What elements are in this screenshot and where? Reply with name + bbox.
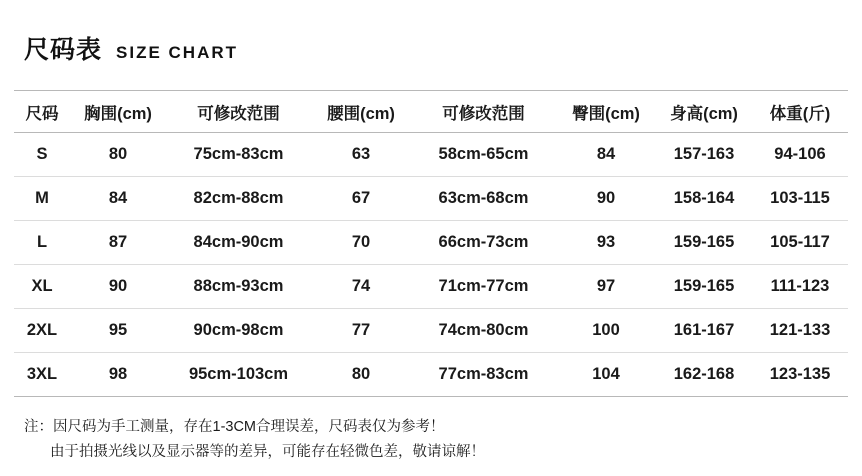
cell-weight: 105-117 <box>752 221 848 265</box>
cell-bust: 98 <box>70 353 166 397</box>
table-header <box>14 91 848 133</box>
table-header-row <box>14 91 848 133</box>
cell-bust: 84 <box>70 177 166 221</box>
column-header-waist: 腰围(cm) <box>311 91 411 133</box>
cell-size: 3XL <box>14 353 70 397</box>
cell-bust-range: 75cm-83cm <box>166 133 311 177</box>
cell-bust-range: 88cm-93cm <box>166 265 311 309</box>
page-title-cn: 尺码表 <box>24 36 103 64</box>
cell-waist-range: 58cm-65cm <box>411 133 556 177</box>
cell-height: 162-168 <box>656 353 752 397</box>
cell-hip: 93 <box>556 221 656 265</box>
cell-weight: 111-123 <box>752 265 848 309</box>
notes <box>14 415 848 466</box>
cell-bust-range: 95cm-103cm <box>166 353 311 397</box>
cell-waist: 77 <box>311 309 411 353</box>
cell-hip: 84 <box>556 133 656 177</box>
cell-hip: 104 <box>556 353 656 397</box>
cell-size: 2XL <box>14 309 70 353</box>
cell-weight: 103-115 <box>752 177 848 221</box>
table-row <box>14 309 848 353</box>
cell-height: 157-163 <box>656 133 752 177</box>
cell-waist-range: 66cm-73cm <box>411 221 556 265</box>
cell-hip: 97 <box>556 265 656 309</box>
cell-waist-range: 74cm-80cm <box>411 309 556 353</box>
column-header-waist-range: 可修改范围 <box>411 91 556 133</box>
cell-bust: 80 <box>70 133 166 177</box>
page-title-en: SIZE CHART <box>116 43 239 62</box>
size-chart-table <box>14 90 848 397</box>
table-row <box>14 221 848 265</box>
cell-waist: 63 <box>311 133 411 177</box>
cell-size: S <box>14 133 70 177</box>
cell-waist-range: 63cm-68cm <box>411 177 556 221</box>
table-row <box>14 177 848 221</box>
cell-waist-range: 77cm-83cm <box>411 353 556 397</box>
cell-height: 161-167 <box>656 309 752 353</box>
cell-size: L <box>14 221 70 265</box>
cell-bust: 95 <box>70 309 166 353</box>
cell-waist: 67 <box>311 177 411 221</box>
cell-bust-range: 84cm-90cm <box>166 221 311 265</box>
table-row <box>14 353 848 397</box>
cell-weight: 121-133 <box>752 309 848 353</box>
cell-hip: 90 <box>556 177 656 221</box>
cell-waist: 80 <box>311 353 411 397</box>
table-row <box>14 265 848 309</box>
cell-weight: 94-106 <box>752 133 848 177</box>
column-header-bust-range: 可修改范围 <box>166 91 311 133</box>
column-header-bust: 胸围(cm) <box>70 91 166 133</box>
cell-size: XL <box>14 265 70 309</box>
cell-height: 158-164 <box>656 177 752 221</box>
page-title <box>14 0 848 66</box>
cell-size: M <box>14 177 70 221</box>
cell-weight: 123-135 <box>752 353 848 397</box>
column-header-hip: 臀围(cm) <box>556 91 656 133</box>
cell-height: 159-165 <box>656 265 752 309</box>
column-header-height: 身高(cm) <box>656 91 752 133</box>
cell-waist: 74 <box>311 265 411 309</box>
table-body <box>14 133 848 397</box>
cell-hip: 100 <box>556 309 656 353</box>
note-line-1: 注：因尺码为手工测量，存在1-3CM合理误差，尺码表仅为参考！ <box>24 419 445 435</box>
cell-waist: 70 <box>311 221 411 265</box>
column-header-size: 尺码 <box>14 91 70 133</box>
note-line-2: 由于拍摄光线以及显示器等的差异，可能存在轻微色差，敬请谅解！ <box>50 444 485 461</box>
table-row <box>14 133 848 177</box>
cell-bust-range: 90cm-98cm <box>166 309 311 353</box>
column-header-weight: 体重(斤) <box>752 91 848 133</box>
cell-waist-range: 71cm-77cm <box>411 265 556 309</box>
cell-bust: 90 <box>70 265 166 309</box>
cell-height: 159-165 <box>656 221 752 265</box>
cell-bust: 87 <box>70 221 166 265</box>
cell-bust-range: 82cm-88cm <box>166 177 311 221</box>
